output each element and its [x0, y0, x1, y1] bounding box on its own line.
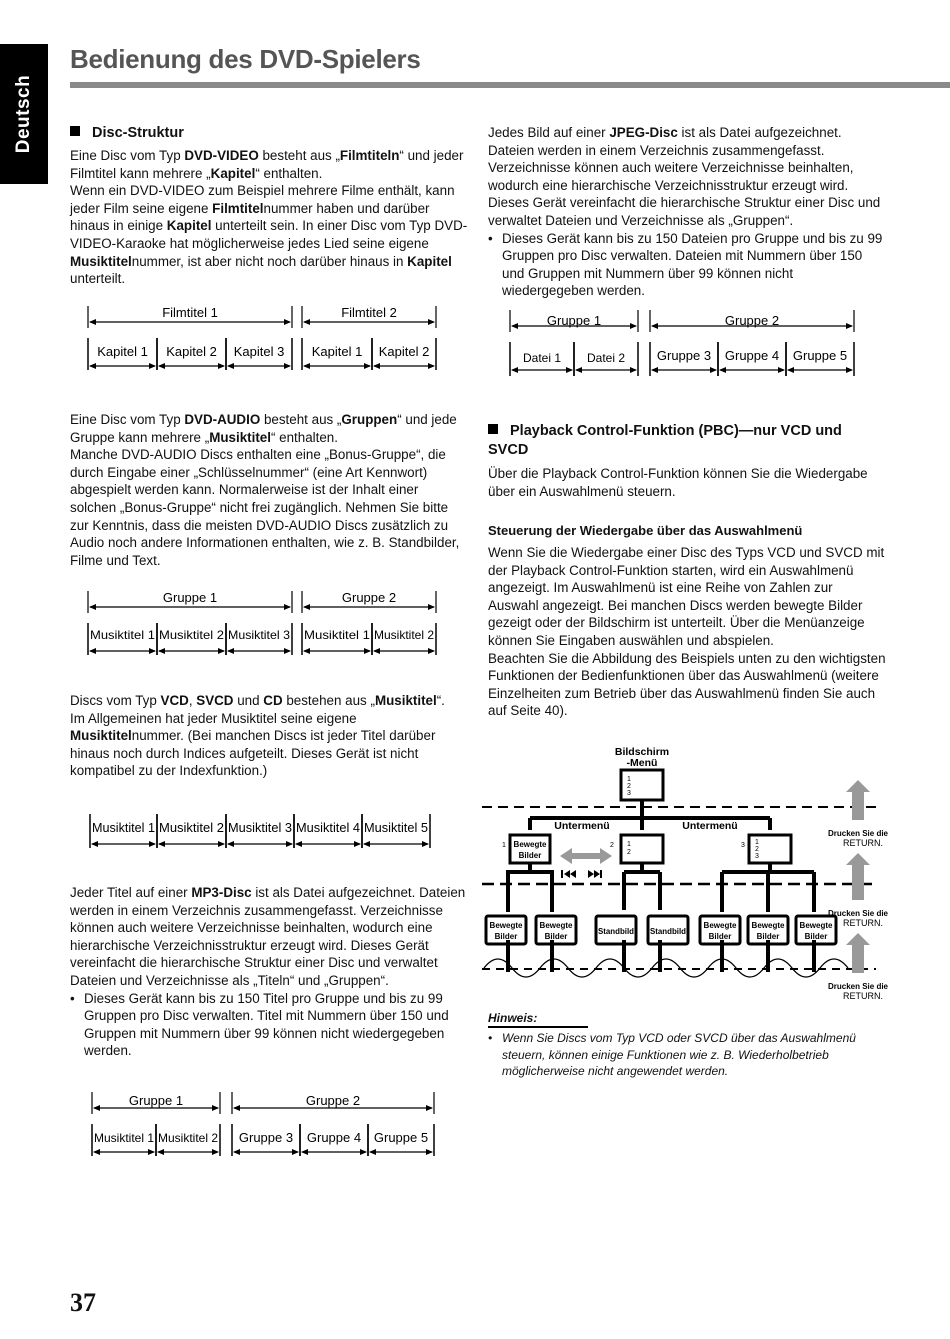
- text-run: ist als Datei aufgezeichnet. Dateien werden in einem Verzeichnis zusammengefasst. Verzeichnisse können auch weitere Verzeichnisse beinhalten, wodurch eine hierarchische Verzeichnisstruktur erzeugt wird. Dieses Gerät vereinfacht die hierarchische Struktur einer Disc und verwaltet Dateien und Verzeichnisse als „Gruppen“.: [488, 125, 881, 228]
- cell-arrow-head-left: [227, 648, 234, 654]
- cell-arrow-head-right: [360, 1149, 367, 1155]
- cell-arrow-head-left: [158, 648, 165, 654]
- text-run: Im Allgemeinen hat jeder Musiktitel seine eigene: [70, 710, 357, 726]
- text-run: Wenn ein DVD-VIDEO zum Beispiel mehrere Filme enthält, kann jeder Film seine eigene: [70, 183, 455, 216]
- cell-arrow-head-left: [373, 363, 380, 369]
- text-run: ,: [188, 693, 197, 708]
- submenu-1-label-2: Bilder: [518, 851, 542, 860]
- cell-arrow-head-left: [89, 363, 96, 369]
- cell-arrow-head-right: [428, 648, 435, 654]
- top-arrow-head-left: [93, 1105, 100, 1111]
- pbc-diagram: [478, 740, 898, 1005]
- vcd-diagram: [82, 812, 442, 852]
- submenu-1-number: 1: [502, 842, 506, 849]
- disc-structure-heading: [70, 124, 184, 143]
- jpeg-diagram: [504, 308, 860, 380]
- screen-menu-label-1: Bildschirm: [614, 746, 670, 758]
- cell-arrow-head-left: [303, 648, 310, 654]
- top-arrow-head-right: [284, 319, 291, 325]
- cell-label: Datei 1: [522, 351, 562, 365]
- cell-label: Musiktitel 1: [90, 628, 156, 642]
- text-run: Musiktitel: [70, 728, 132, 744]
- return-label-2: RETURN.: [843, 838, 883, 848]
- top-arrow-head-right: [426, 1105, 433, 1111]
- text-run: “.: [436, 693, 445, 708]
- text-run: Kapitel: [210, 165, 256, 181]
- cell-label: Gruppe 4: [724, 348, 780, 363]
- cell-arrow-head-right: [422, 841, 429, 847]
- submenu-2-item-1: 1: [627, 841, 631, 848]
- cell-label: Kapitel 2: [166, 344, 217, 359]
- cell-arrow-head-right: [426, 1149, 433, 1155]
- top-arrow-head-left: [233, 1105, 240, 1111]
- top-label: Gruppe 2: [724, 313, 780, 328]
- submenu-3-item-2: 2: [755, 846, 759, 853]
- text-run: “ enthalten.: [270, 429, 338, 445]
- cell-label: Kapitel 1: [311, 344, 363, 359]
- text-run: Eine Disc vom Typ: [70, 412, 185, 427]
- menu-number-2: 2: [627, 783, 631, 790]
- return-up-arrow-icon: [846, 933, 870, 973]
- text-run: MP3-Disc: [191, 885, 252, 900]
- cell-label: Musiktitel 3: [228, 821, 293, 835]
- top-arrow-head-right: [212, 1105, 219, 1111]
- top-arrow-head-right: [428, 319, 435, 325]
- text-run: Musiktitel: [70, 253, 132, 269]
- cell-arrow-head-left: [303, 363, 310, 369]
- text-run: CD: [263, 693, 283, 708]
- text-run: besteht aus „: [258, 148, 340, 163]
- cell-arrow-head-right: [284, 363, 291, 369]
- text-run: Jeder Titel auf einer: [70, 885, 192, 900]
- top-arrow-head-left: [89, 604, 96, 610]
- submenu-3-item-1: 1: [755, 839, 759, 846]
- text-run: nummer, ist aber nicht noch darüber hinaus in: [131, 253, 408, 269]
- cell-arrow-head-right: [149, 841, 156, 847]
- top-label: Gruppe 1: [128, 1093, 184, 1108]
- return-up-arrow-icon: [846, 780, 870, 820]
- menu-number-1: 1: [627, 776, 631, 783]
- pbc-content-label-1: Standbild: [650, 927, 687, 936]
- cell-label: Musiktitel 1: [92, 821, 156, 835]
- pbc-content-label-1: Bewegte: [799, 921, 833, 930]
- cell-arrow-head-left: [373, 648, 380, 654]
- text-run: SVCD: [196, 693, 234, 708]
- untermenu-label-left: Untermenü: [554, 820, 610, 832]
- text-run: VCD: [160, 693, 189, 708]
- cell-label: Gruppe 3: [238, 1130, 294, 1145]
- cell-arrow-head-right: [149, 648, 156, 654]
- submenu-2-item-2: 2: [627, 849, 631, 856]
- submenu-3-number: 3: [741, 842, 745, 849]
- text-run: DVD-VIDEO: [184, 148, 259, 163]
- text-run: Discs vom Typ: [70, 693, 161, 708]
- top-label: Gruppe 1: [162, 590, 218, 605]
- cell-arrow-head-left: [227, 841, 234, 847]
- pbc-content-label-1: Bewegte: [539, 921, 573, 930]
- text-run: nummer. (Bei manchen Discs ist jeder Titel darüber hinaus noch durch Indices aufgeteilt. Dieses Gerät ist nicht kompatibel zu der Indexfunktion.): [70, 728, 436, 779]
- text-run: Jedes Bild auf einer: [488, 125, 610, 140]
- cell-label: Musiktitel 2: [158, 1131, 219, 1145]
- cell-arrow-head-right: [566, 367, 573, 373]
- cell-arrow-head-left: [89, 648, 96, 654]
- cell-arrow-head-left: [301, 1149, 308, 1155]
- pbc-intro: Über die Playback Control-Funktion können Sie die Wiedergabe über ein Auswahlmenü steuern.: [488, 466, 868, 499]
- cell-arrow-head-right: [846, 367, 853, 373]
- text-run: und: [233, 693, 264, 708]
- cell-arrow-head-right: [292, 1149, 299, 1155]
- cell-arrow-head-right: [354, 841, 361, 847]
- return-label-1: Drucken Sie die: [827, 829, 889, 838]
- hinweis-underline: [488, 1026, 588, 1028]
- pbc-content-label-2: Bilder: [756, 932, 780, 941]
- cell-arrow-head-left: [363, 841, 370, 847]
- top-label: Gruppe 2: [341, 590, 397, 605]
- language-tab-label: Deutsch: [13, 74, 34, 154]
- vcd-paragraph: [70, 692, 468, 780]
- pbc-content-label-2: Bilder: [544, 932, 568, 941]
- text-run: unterteilt.: [70, 271, 126, 287]
- cell-label: Musiktitel 4: [296, 821, 361, 835]
- cell-label: Musiktitel 1: [94, 1131, 155, 1145]
- untermenu-label-right: Untermenü: [682, 820, 738, 832]
- top-arrow-head-left: [89, 319, 96, 325]
- cell-arrow-head-left: [295, 841, 302, 847]
- top-arrow-head-left: [511, 323, 518, 329]
- top-label: Filmtitel 2: [341, 305, 397, 320]
- top-arrow-head-right: [846, 323, 853, 329]
- beachten-paragraph: Beachten Sie die Abbildung des Beispiels unten zu den wichtigsten Funktionen der Bedienfunktionen über das Auswahlmenü (weitere Einzelheiten zum Betrieb über das Auswahlmenü finden Sie auch auf Seite 40).: [488, 650, 886, 719]
- mp3-bullet: • Dieses Gerät kann bis zu 150 Titel pro Gruppe und bis zu 99 Gruppen pro Disc verwalten. Titel mit Nummern über 150 und Gruppen mit Nummern über 99 können nicht wiedergegeben werden.: [70, 990, 468, 1060]
- cell-arrow-head-left: [158, 363, 165, 369]
- pbc-content-label-2: Bilder: [804, 932, 828, 941]
- pbc-content-label-1: Bewegte: [489, 921, 523, 930]
- cell-arrow-head-left: [157, 1149, 164, 1155]
- return-label-2: RETURN.: [843, 918, 883, 928]
- return-label-2: RETURN.: [843, 991, 883, 1001]
- pbc-content-label-2: Bilder: [494, 932, 518, 941]
- cell-arrow-head-right: [710, 367, 717, 373]
- return-label-1: Drucken Sie die: [827, 909, 889, 918]
- cell-arrow-head-right: [428, 363, 435, 369]
- top-arrow-head-left: [651, 323, 658, 329]
- page-number: 37: [70, 1288, 96, 1317]
- return-label-1: Drucken Sie die: [827, 982, 889, 991]
- text-run: JPEG-Disc: [609, 125, 678, 140]
- top-label: Filmtitel 1: [162, 305, 218, 320]
- text-run: bestehen aus „: [282, 693, 375, 708]
- cell-label: Musiktitel 2: [159, 628, 225, 642]
- cell-arrow-head-right: [778, 367, 785, 373]
- gray-double-arrow-icon: [560, 848, 612, 864]
- cell-label: Musiktitel 5: [364, 821, 429, 835]
- top-label: Gruppe 2: [305, 1093, 361, 1108]
- screen-menu-label-2: -Menü: [626, 757, 658, 769]
- steuerung-paragraph: Wenn Sie die Wiedergabe einer Disc des Typs VCD und SVCD mit der Playback Control-Funktion starten, wird ein Auswahlmenü angezeigt. Im Auswahlmenü ist eine Reihe von Zahlen zur Auswahl angezeigt. Bei manchen Discs werden bewegte Bilder gezeigt oder der Bildschirm ist unterteilt. Über die Menüanzeige können Sie Eingaben auswählen und abspielen.: [488, 545, 885, 648]
- cell-arrow-head-right: [148, 1149, 155, 1155]
- submenu-2-number: 2: [610, 842, 614, 849]
- return-up-arrow-icon: [846, 853, 870, 900]
- top-arrow-head-left: [303, 319, 310, 325]
- pbc-content-label-1: Standbild: [598, 927, 635, 936]
- cell-arrow-head-left: [91, 841, 98, 847]
- cell-arrow-head-right: [284, 648, 291, 654]
- text-run: “ enthalten.: [255, 165, 323, 181]
- cell-label: Datei 2: [586, 351, 626, 365]
- disc-structure-heading-text: Disc-Struktur: [92, 125, 184, 141]
- cell-arrow-head-right: [630, 367, 637, 373]
- hinweis-text: • Wenn Sie Discs vom Typ VCD oder SVCD über das Auswahlmenü steuern, können einige Funktionen wie z. B. Wiederholbetrieb möglicherweise nicht angewendet werden.: [488, 1030, 902, 1080]
- cell-label: Musiktitel 2: [159, 821, 225, 835]
- skip-buttons-icon: [561, 870, 602, 878]
- dvd-audio-paragraph: [70, 411, 468, 569]
- cell-arrow-head-left: [719, 367, 726, 373]
- pbc-heading: [488, 422, 886, 460]
- top-arrow-head-right: [630, 323, 637, 329]
- top-label: Gruppe 1: [546, 313, 602, 328]
- text-run: “ und jeder Filmtitel kann mehrere „: [70, 148, 464, 181]
- cell-arrow-head-right: [218, 648, 225, 654]
- cell-arrow-head-right: [364, 648, 371, 654]
- cell-arrow-head-left: [369, 1149, 376, 1155]
- text-run: ist als Datei aufgezeichnet. Dateien werden in einem Verzeichnis zusammengefasst. Verzeichnisse können auch weitere Verzeichnisse beinhalten, wodurch eine hierarchische Verzeichnisstruktur erzeugt wird. Dieses Gerät vereinfacht die hierarchische Struktur einer Disc und verwaltet Dateien und Verzeichnisse als „Titeln“ und „Gruppen“.: [70, 885, 466, 988]
- text-run: Eine Disc vom Typ: [70, 148, 185, 163]
- text-run: Kapitel: [407, 253, 452, 269]
- top-arrow-head-right: [284, 604, 291, 610]
- cell-label: Musiktitel 3: [228, 628, 291, 642]
- hinweis-title: Hinweis:: [488, 1011, 538, 1025]
- language-tab: [0, 44, 48, 184]
- text-run: “ und jede Gruppe kann mehrere „: [70, 412, 457, 445]
- text-run: Filmtitel: [212, 200, 264, 216]
- text-run: besteht aus „: [260, 412, 342, 427]
- cell-arrow-head-right: [218, 363, 225, 369]
- cell-label: Gruppe 3: [656, 348, 712, 363]
- dvd-audio-diagram: [82, 589, 442, 659]
- cell-arrow-head-left: [233, 1149, 240, 1155]
- jpeg-paragraph: [488, 124, 886, 230]
- cell-label: Gruppe 4: [306, 1130, 362, 1145]
- cell-label: Kapitel 1: [97, 344, 148, 359]
- cell-arrow-head-right: [218, 841, 225, 847]
- cell-arrow-head-left: [787, 367, 794, 373]
- page-title: Bedienung des DVD-Spielers: [70, 44, 421, 74]
- title-underline: [70, 82, 950, 88]
- cell-label: Gruppe 5: [792, 348, 848, 363]
- mp3-diagram: [86, 1090, 442, 1160]
- cell-label: Kapitel 2: [378, 344, 430, 359]
- text-run: unterteilt sein. In einer Disc vom Typ DVD- VIDEO-Karaoke hat möglicherweise jedes Lied seine eigene: [70, 218, 468, 251]
- dvd-video-diagram: [82, 304, 442, 376]
- text-run: Kapitel: [166, 218, 212, 234]
- cell-arrow-head-right: [364, 363, 371, 369]
- cell-arrow-head-left: [158, 841, 165, 847]
- steuerung-heading: Steuerung der Wiedergabe über das Auswahlmenü: [488, 523, 803, 538]
- text-run: nummer haben und darüber hinaus in einige: [70, 200, 430, 234]
- cell-arrow-head-right: [212, 1149, 219, 1155]
- text-run: Manche DVD-AUDIO Discs enthalten eine „Bonus-Gruppe“, die durch Eingabe einer „Schlüsselnummer“ (eine Art Kennwort) abgespielt werden kann. Normalerweise ist der Inhalt einer solchen „Bonus-Gruppe“ nicht frei zugänglich. Nehmen Sie bitte zur Kenntnis, dass die meisten DVD-AUDIO Discs zusätzlich zu Audio noch andere Informationen enthalten, wie z. B. Standbilder, Filme und Text.: [70, 447, 460, 568]
- cell-label: Musiktitel 2: [374, 628, 435, 642]
- jpeg-bullet: • Dieses Gerät kann bis zu 150 Dateien pro Gruppe und bis zu 99 Gruppen pro Disc verwalten. Dateien mit Nummern über 150 und Gruppen mit Nummern über 99 können nicht wiedergegeben werden.: [488, 230, 886, 300]
- text-run: DVD-AUDIO: [184, 412, 261, 427]
- mp3-paragraph: [70, 884, 468, 990]
- cell-label: Kapitel 3: [233, 344, 285, 359]
- pbc-content-label-1: Bewegte: [703, 921, 737, 930]
- cell-arrow-head-left: [575, 367, 582, 373]
- submenu-1-label-1: Bewegte: [513, 840, 547, 849]
- cell-arrow-head-right: [149, 363, 156, 369]
- dvd-video-paragraph: [70, 147, 468, 288]
- text-run: Musiktitel: [209, 429, 271, 445]
- text-run: Gruppen: [341, 412, 398, 427]
- top-arrow-head-right: [428, 604, 435, 610]
- cell-arrow-head-left: [511, 367, 518, 373]
- cell-label: Musiktitel 1: [304, 628, 371, 642]
- text-run: Filmtiteln: [339, 148, 400, 163]
- menu-number-3: 3: [627, 790, 631, 797]
- pbc-content-label-1: Bewegte: [751, 921, 785, 930]
- cell-arrow-head-right: [286, 841, 293, 847]
- cell-arrow-head-left: [93, 1149, 100, 1155]
- pbc-heading-text: Playback Control-Funktion (PBC)—nur VCD und SVCD: [488, 423, 842, 458]
- top-arrow-head-left: [303, 604, 310, 610]
- cell-arrow-head-left: [651, 367, 658, 373]
- cell-label: Gruppe 5: [373, 1130, 429, 1145]
- pbc-content-label-2: Bilder: [708, 932, 732, 941]
- text-run: Musiktitel: [374, 693, 437, 708]
- submenu-3-item-3: 3: [755, 853, 759, 860]
- cell-arrow-head-left: [227, 363, 234, 369]
